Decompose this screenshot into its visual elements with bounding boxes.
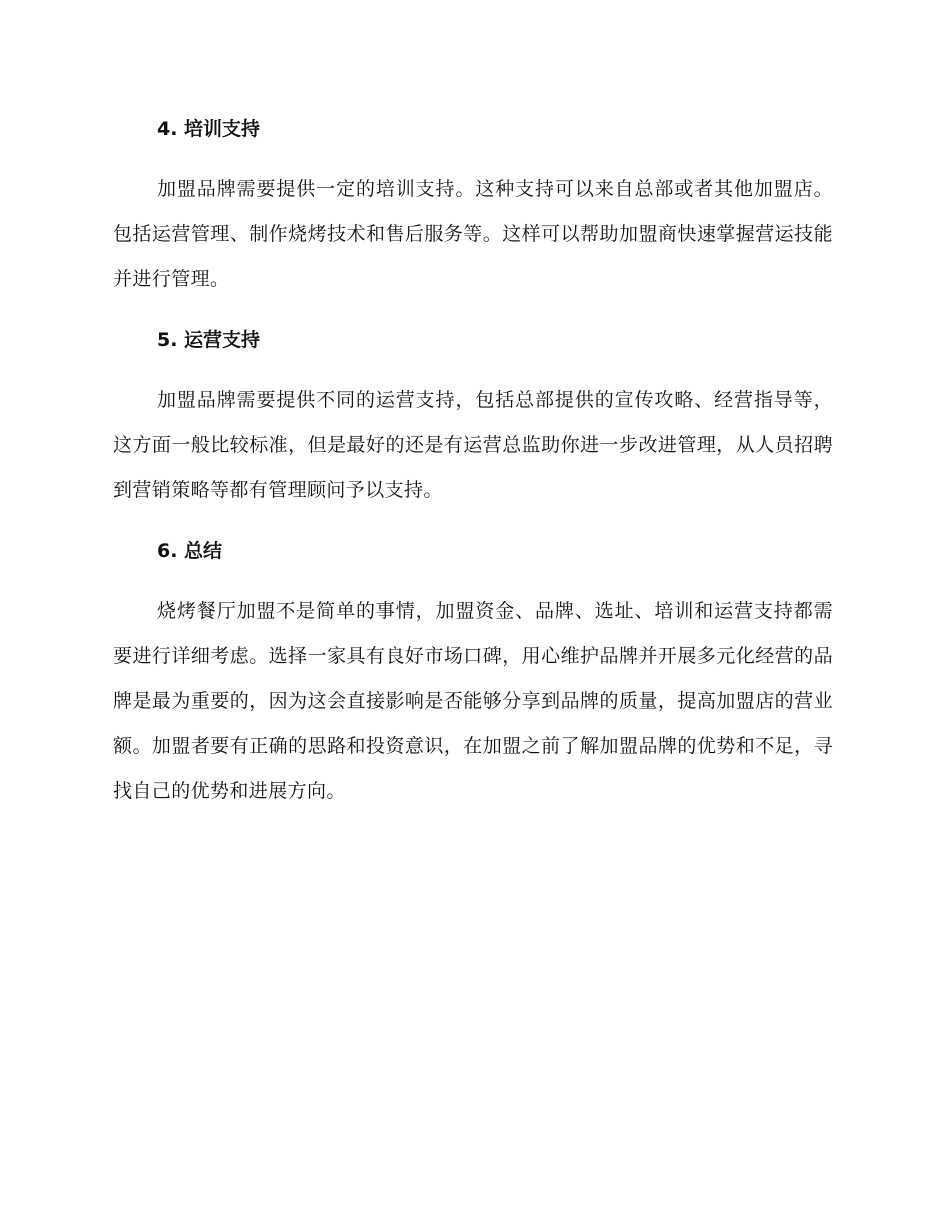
section-body-summary: 烧烤餐厅加盟不是简单的事情，加盟资金、品牌、选址、培训和运营支持都需要进行详细考虑。选择一家具有良好市场口碑，用心维护品牌并开展多元化经营的品牌是最为重要的，因为这会直接影响是否能够分享到品牌的质量，提高加盟店的营业额。加盟者要有正确的思路和投资意识，在加盟之前了解加盟品牌的优势和不足，寻找自己的优势和进展方向。 (113, 600, 833, 802)
section-heading-summary: 6. 总结 (157, 540, 223, 562)
document-content (113, 112, 833, 814)
section-body-operations: 加盟品牌需要提供不同的运营支持，包括总部提供的宣传攻略、经营指导等，这方面一般比较标准，但是最好的还是有运营总监助你进一步改进管理，从人员招聘到营销策略等都有管理顾问予以支持。 (113, 389, 833, 501)
section-body-training: 加盟品牌需要提供一定的培训支持。这种支持可以来自总部或者其他加盟店。包括运营管理、制作烧烤技术和售后服务等。这样可以帮助加盟商快速掌握营运技能并进行管理。 (113, 178, 833, 290)
section-heading-operations: 5. 运营支持 (157, 329, 261, 351)
section-heading-training: 4. 培训支持 (157, 118, 261, 140)
